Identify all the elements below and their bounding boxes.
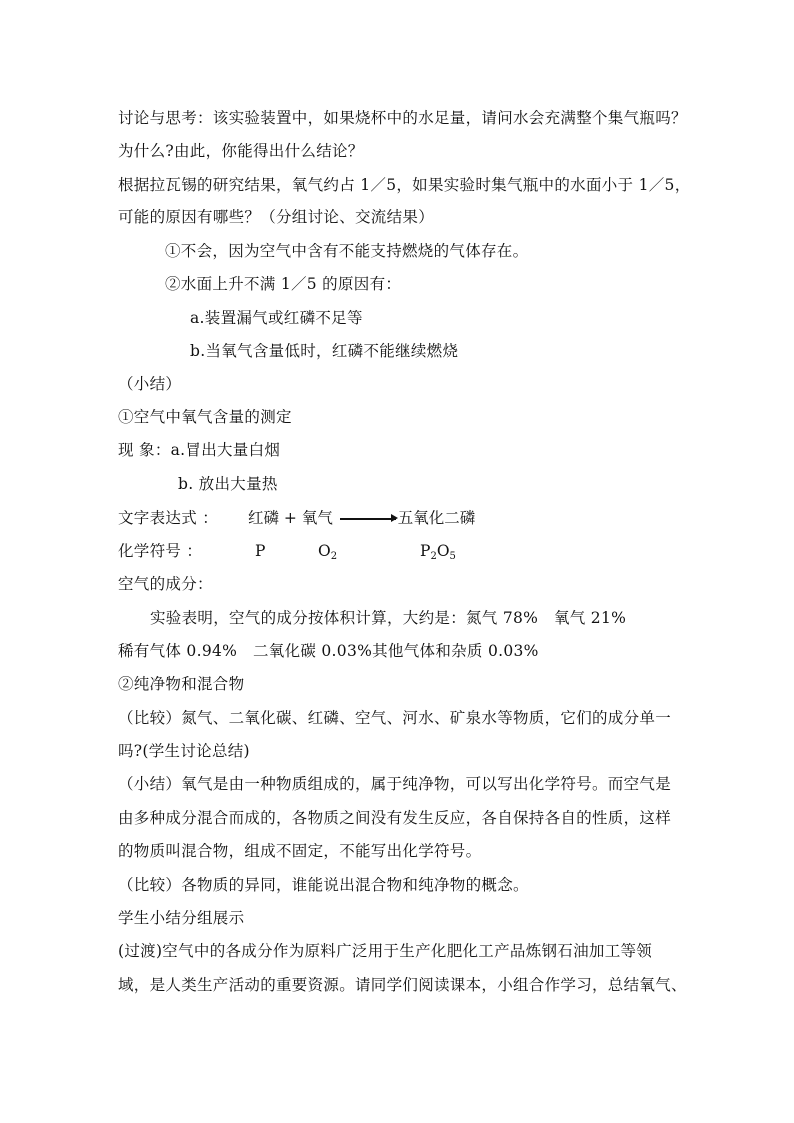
student-show-line: 学生小结分组展示 — [118, 909, 245, 927]
lavoisier-line-1: 根据拉瓦锡的研究结果，氧气约占 1／5，如果实验时集气瓶中的水面小于 1／5， — [118, 176, 691, 194]
section-oxygen-content: ①空气中氧气含量的测定 — [118, 408, 292, 426]
answer-2: ②水面上升不满 1／5 的原因有： — [165, 275, 402, 293]
summary2-line-1: （小结）氧气是由一种物质组成的，属于纯净物，可以写出化学符号。而空气是 — [118, 775, 672, 793]
air-composition-title: 空气的成分： — [118, 575, 213, 593]
reaction-arrow-icon — [340, 518, 396, 520]
word-equation-label: 文字表达式 ： — [118, 509, 219, 527]
transition-line-2: 域，是人类生产活动的重要资源。请同学们阅读课本，小组合作学习，总结氧气、 — [118, 976, 687, 994]
compare-line-1: （比较）氮气、二氧化碳、红磷、空气、河水、矿泉水等物质，它们的成分单一 — [118, 709, 672, 727]
summary2-line-3: 的物质叫混合物，组成不固定，不能写出化学符号。 — [118, 842, 482, 860]
word-equation — [248, 507, 475, 529]
phenomenon-label: 现 象： — [118, 441, 171, 459]
lavoisier-line-2: 可能的原因有哪些？（分组讨论、交流结果） — [118, 208, 435, 226]
section-pure-mixture: ②纯净物和混合物 — [118, 675, 245, 693]
phenomenon-a: a.冒出大量白烟 — [170, 441, 281, 459]
symbol-p: P — [255, 542, 266, 560]
discussion-line-1: 讨论与思考：该实验装置中，如果烧杯中的水足量，请问水会充满整个集气瓶吗？ — [118, 109, 687, 127]
transition-line-1: (过渡)空气中的各成分作为原料广泛用于生产化肥化工产品炼钢石油加工等领 — [118, 942, 653, 960]
word-equation-line — [118, 507, 218, 529]
answer-1: ①不会，因为空气中含有不能支持燃烧的气体存在。 — [165, 242, 529, 260]
compare2-line: （比较）各物质的异同，谁能说出混合物和纯净物的概念。 — [118, 876, 529, 894]
air-composition-2: 稀有气体 0.94% 二氧化碳 0.03%其他气体和杂质 0.03% — [118, 642, 539, 660]
answer-2b: b.当氧气含量低时，红磷不能继续燃烧 — [190, 342, 459, 360]
symbol-label: 化学符号 ： — [118, 542, 203, 560]
phenomenon-line — [118, 439, 280, 461]
word-equation-reactants: 红磷 + 氧气 — [248, 509, 333, 527]
answer-2a: a.装置漏气或红磷不足等 — [190, 309, 363, 327]
summary2-line-2: 由多种成分混合而成的，各物质之间没有发生反应，各自保持各自的性质，这样 — [118, 809, 672, 827]
symbol-p2o5: $P_2O_5$ — [420, 542, 456, 562]
discussion-line-2: 为什么?由此，你能得出什么结论？ — [118, 142, 364, 160]
word-equation-product: 五氧化二磷 — [397, 509, 476, 527]
compare-line-2: 吗?(学生讨论总结) — [118, 742, 250, 760]
summary-tag: （小结） — [118, 375, 182, 393]
phenomenon-b: b. 放出大量热 — [178, 475, 278, 493]
air-composition-1: 实验表明，空气的成分按体积计算，大约是：氮气 78% 氧气 21% — [150, 609, 627, 627]
symbol-o2: $O_2$ — [318, 542, 338, 562]
